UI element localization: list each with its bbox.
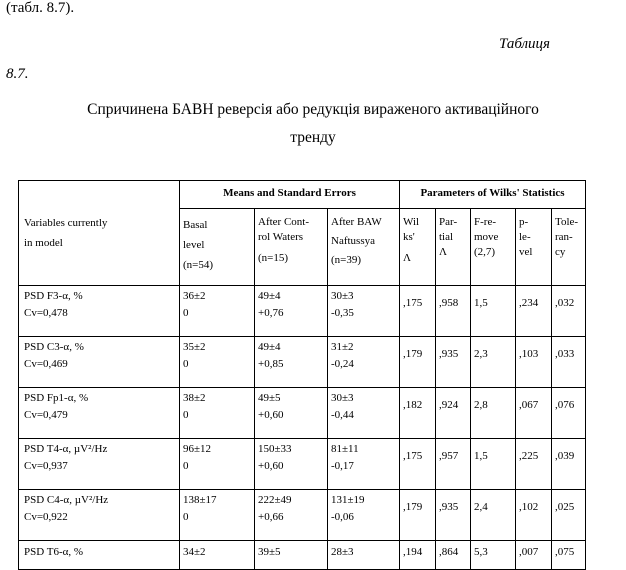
tolerancy-header-line-2: ran- (555, 231, 573, 243)
plevel-value: ,007 (516, 541, 552, 570)
control-value: 150±33 (258, 443, 292, 455)
variable-cell (19, 439, 180, 490)
table-row (19, 439, 586, 490)
basal-shift: 0 (183, 358, 189, 370)
basal-shift: 0 (183, 307, 189, 319)
variables-header-line-1: Variables currently (24, 217, 108, 229)
control-shift: +0,60 (258, 409, 284, 421)
partial-value: ,935 (436, 337, 471, 388)
baw-cell (328, 490, 400, 541)
variable-name: PSD Fp1-α, % (24, 392, 89, 404)
wilks-value: ,179 (400, 337, 436, 388)
partial-value: ,924 (436, 388, 471, 439)
tolerancy-value: ,025 (552, 490, 586, 541)
tolerancy-value: ,032 (552, 286, 586, 337)
basal-cell (180, 439, 255, 490)
partial-header-line-1: Par- (439, 216, 458, 228)
baw-cell (328, 388, 400, 439)
tolerancy-value: ,033 (552, 337, 586, 388)
basal-cell (180, 337, 255, 388)
basal-cell (180, 286, 255, 337)
fremove-value: 2,3 (471, 337, 516, 388)
control-cell (255, 337, 328, 388)
variable-cell (19, 490, 180, 541)
wilks-group-header: Parameters of Wilks' Statistics (400, 181, 586, 209)
baw-value: 81±11 (331, 443, 359, 455)
intro-text: (табл. 8.7). (6, 0, 75, 16)
basal-cell (180, 490, 255, 541)
control-shift: +0,66 (258, 511, 284, 523)
table-title-line-2: тренду (290, 129, 336, 146)
basal-value: 35±2 (183, 341, 206, 353)
table-row (19, 286, 586, 337)
p-level-header (516, 209, 552, 286)
basal-shift: 0 (183, 460, 189, 472)
tolerancy-value: ,075 (552, 541, 586, 570)
variable-cell (19, 337, 180, 388)
variables-header-line-2: in model (24, 237, 63, 249)
variable-cv: Cv=0,478 (24, 307, 68, 319)
wilks-value: ,179 (400, 490, 436, 541)
basal-header-line-2: level (183, 239, 205, 251)
f-remove-header (471, 209, 516, 286)
control-value: 49±4 (258, 341, 281, 353)
table-row (19, 541, 586, 570)
wilks-value: ,175 (400, 286, 436, 337)
fremove-value: 1,5 (471, 286, 516, 337)
control-cell (255, 439, 328, 490)
variable-name: PSD T6-α, % (24, 546, 84, 558)
control-shift: +0,85 (258, 358, 284, 370)
after-control-waters-header (255, 209, 328, 286)
wilks-value: ,175 (400, 439, 436, 490)
baw-cell (328, 337, 400, 388)
fremove-value: 5,3 (471, 541, 516, 570)
after-baw-header-line-2: Naftussya (331, 235, 375, 247)
variable-cell (19, 541, 180, 570)
fremove-header-line-3: (2,7) (474, 246, 496, 258)
control-value: 39±5 (255, 541, 328, 570)
wilks-value: ,182 (400, 388, 436, 439)
plevel-header-line-2: le- (519, 231, 531, 243)
partial-value: ,935 (436, 490, 471, 541)
fremove-value: 2,4 (471, 490, 516, 541)
tolerancy-value: ,039 (552, 439, 586, 490)
variable-name: PSD C4-α, µV²/Hz (24, 494, 109, 506)
variables-header (19, 181, 180, 286)
fremove-header-line-2: move (474, 231, 499, 243)
table-title-line-1: Спричинена БАВН реверсія або редукція вираженого активаційного (87, 101, 539, 118)
control-shift: +0,60 (258, 460, 284, 472)
variable-cv: Cv=0,937 (24, 460, 68, 472)
basal-shift: 0 (183, 409, 189, 421)
tolerancy-header-line-3: cy (555, 246, 566, 258)
baw-shift: -0,35 (331, 307, 354, 319)
wilks-header-line-3: Λ (403, 252, 411, 264)
plevel-value: ,067 (516, 388, 552, 439)
variable-name: PSD C3-α, % (24, 341, 84, 353)
variable-name: PSD F3-α, % (24, 290, 83, 302)
after-baw-header-line-3: (n=39) (331, 254, 362, 266)
plevel-value: ,225 (516, 439, 552, 490)
baw-shift: -0,17 (331, 460, 354, 472)
basal-value: 138±17 (183, 494, 217, 506)
baw-cell (328, 439, 400, 490)
partial-lambda-header (436, 209, 471, 286)
partial-header-line-2: tial (439, 231, 454, 243)
baw-shift: -0,24 (331, 358, 354, 370)
partial-value: ,957 (436, 439, 471, 490)
after-control-header-line-1: After Cont- (258, 216, 310, 228)
partial-value: ,864 (436, 541, 471, 570)
basal-value: 38±2 (183, 392, 206, 404)
baw-value: 30±3 (331, 392, 354, 404)
table-caption-number: 8.7. (6, 66, 29, 82)
tolerancy-value: ,076 (552, 388, 586, 439)
baw-cell (328, 286, 400, 337)
fremove-value: 1,5 (471, 439, 516, 490)
wilks-lambda-header (400, 209, 436, 286)
wilks-value: ,194 (400, 541, 436, 570)
control-value: 49±5 (258, 392, 281, 404)
plevel-value: ,234 (516, 286, 552, 337)
means-group-header: Means and Standard Errors (180, 181, 400, 209)
control-value: 222±49 (258, 494, 292, 506)
basal-value: 36±2 (183, 290, 206, 302)
after-baw-naftussya-header (328, 209, 400, 286)
basal-level-header (180, 209, 255, 286)
tolerancy-header-line-1: Tole- (555, 216, 579, 228)
baw-value: 30±3 (331, 290, 354, 302)
plevel-header-line-3: vel (519, 246, 533, 258)
fremove-value: 2,8 (471, 388, 516, 439)
after-baw-header-line-1: After BAW (331, 216, 382, 228)
control-cell (255, 286, 328, 337)
baw-value: 131±19 (331, 494, 365, 506)
table-header-row-groups (19, 181, 586, 209)
variable-cv: Cv=0,469 (24, 358, 68, 370)
fremove-header-line-1: F-re- (474, 216, 496, 228)
basal-header-line-3: (n=54) (183, 259, 214, 271)
partial-value: ,958 (436, 286, 471, 337)
table-row (19, 388, 586, 439)
wilks-header-line-2: ks' (403, 231, 415, 243)
basal-value: 96±12 (183, 443, 212, 455)
baw-value: 28±3 (328, 541, 400, 570)
table-row (19, 490, 586, 541)
baw-shift: -0,06 (331, 511, 354, 523)
control-value: 49±4 (258, 290, 281, 302)
wilks-statistics-table (18, 180, 586, 570)
variable-cell (19, 388, 180, 439)
basal-cell (180, 388, 255, 439)
basal-header-line-1: Basal (183, 219, 208, 231)
variable-cv: Cv=0,479 (24, 409, 68, 421)
variable-cv: Cv=0,922 (24, 511, 68, 523)
table-caption-word: Таблиця (499, 36, 550, 52)
after-control-header-line-3: (n=15) (258, 252, 289, 264)
control-cell (255, 388, 328, 439)
partial-header-line-3: Λ (439, 246, 447, 258)
tolerancy-header (552, 209, 586, 286)
plevel-header-line-1: p- (519, 216, 529, 228)
after-control-header-line-2: rol Waters (258, 231, 304, 243)
variable-cell (19, 286, 180, 337)
control-shift: +0,76 (258, 307, 284, 319)
table-row (19, 337, 586, 388)
basal-shift: 0 (183, 511, 189, 523)
basal-value: 34±2 (180, 541, 255, 570)
wilks-header-line-1: Wil (403, 216, 420, 228)
variable-name: PSD T4-α, µV²/Hz (24, 443, 108, 455)
baw-shift: -0,44 (331, 409, 354, 421)
plevel-value: ,102 (516, 490, 552, 541)
baw-value: 31±2 (331, 341, 354, 353)
plevel-value: ,103 (516, 337, 552, 388)
control-cell (255, 490, 328, 541)
